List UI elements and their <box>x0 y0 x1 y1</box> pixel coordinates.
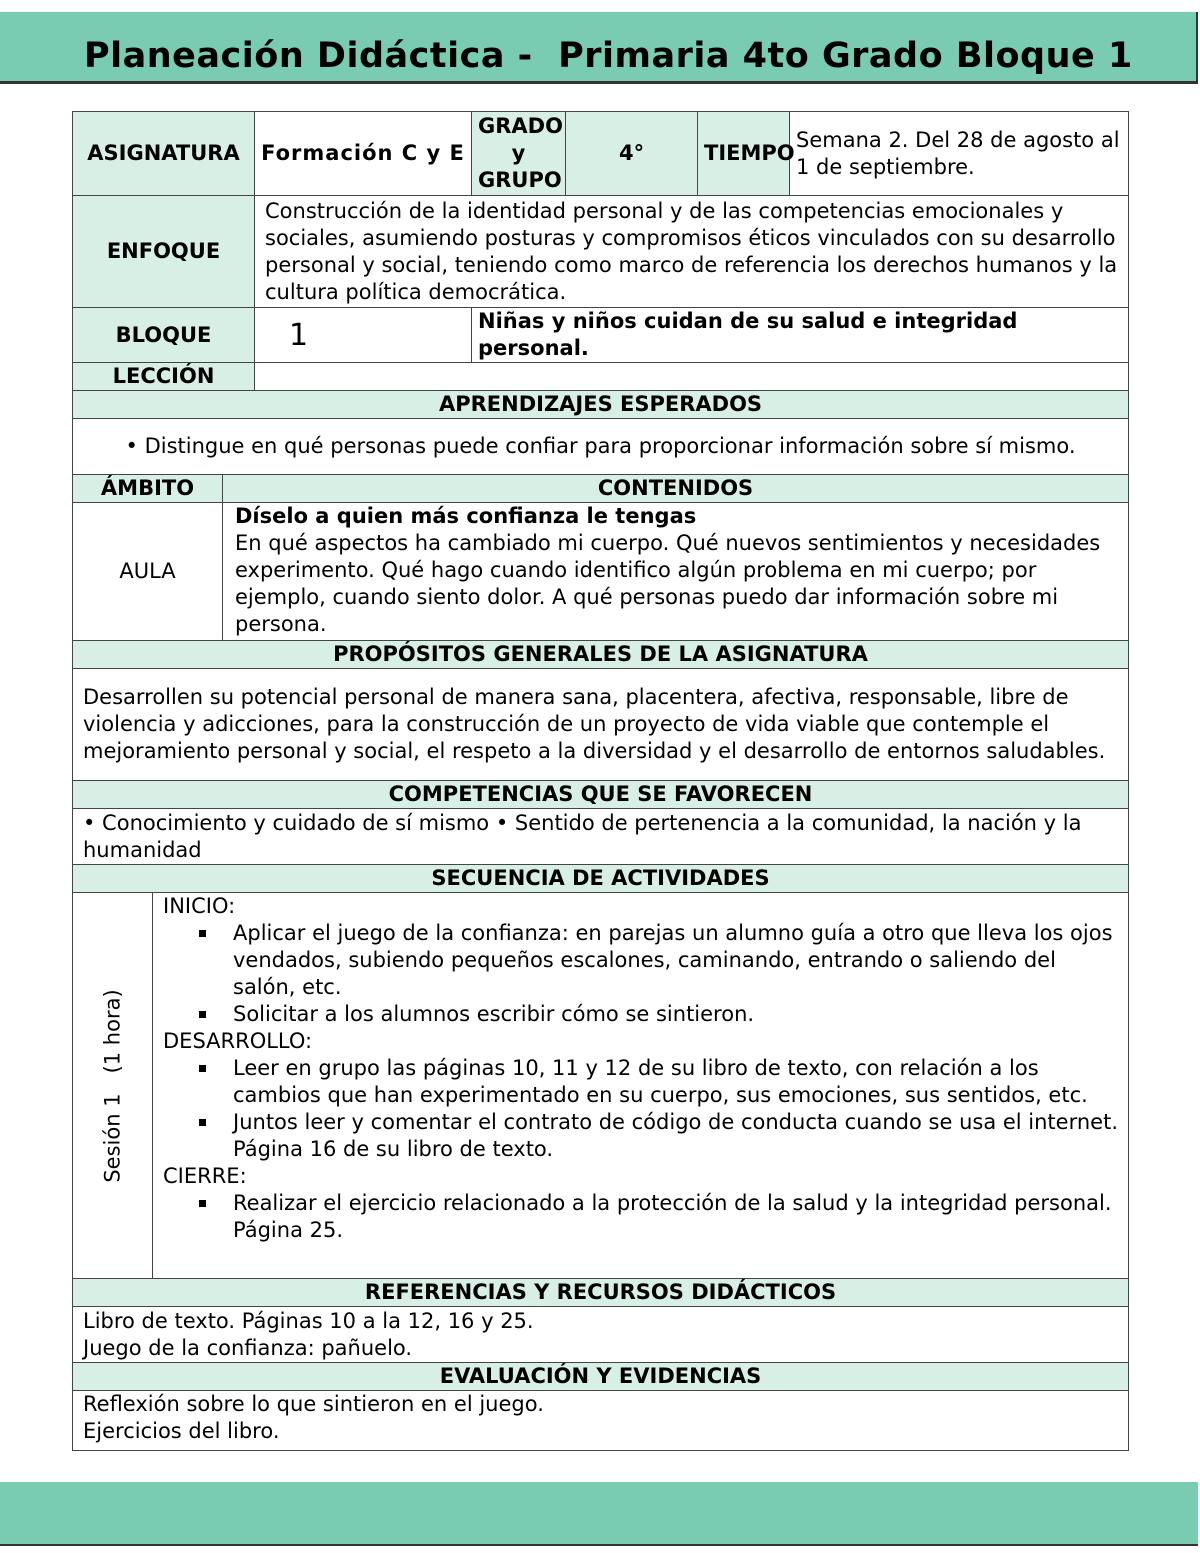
page-title: Planeación Didáctica - Primaria 4to Grado Bloque 1 <box>84 36 1133 76</box>
ambito-heading: ÁMBITO <box>73 475 223 503</box>
contenidos-cell <box>223 503 1129 641</box>
bloque-label: BLOQUE <box>73 308 255 363</box>
referencias-line: Juego de la confianza: pañuelo. <box>83 1335 413 1360</box>
list-item: Juntos leer y comentar el contrato de código de conducta cuando se usa el internet. Página 16 de su libro de texto. <box>233 1109 1122 1163</box>
contenidos-text: En qué aspectos ha cambiado mi cuerpo. Qué nuevos sentimientos y necesidades experimento. Qué hago cuando identifico algún problema en mi cuerpo; por ejemplo, cuando siento dolor. A qué personas puedo dar información sobre mi persona. <box>235 531 1101 636</box>
time-label: TIEMPO <box>698 112 790 196</box>
desarrollo-list <box>163 1055 1122 1163</box>
referencias-heading: REFERENCIAS Y RECURSOS DIDÁCTICOS <box>73 1279 1129 1307</box>
subject-value: Formación C y E <box>255 112 472 196</box>
referencias-line: Libro de texto. Páginas 10 a la 12, 16 y 25. <box>83 1308 534 1333</box>
evaluacion-heading: EVALUACIÓN Y EVIDENCIAS <box>73 1363 1129 1391</box>
bloque-title: Niñas y niños cuidan de su salud e integridad personal. <box>472 308 1129 363</box>
desarrollo-label: DESARROLLO: <box>163 1029 313 1053</box>
ambito-value: AULA <box>73 503 223 641</box>
enfoque-text: Construcción de la identidad personal y de las competencias emocionales y sociales, asumiendo posturas y compromisos éticos vinculados con su desarrollo personal y social, teniendo como marco de referencia los derechos humanos y la cultura política democrática. <box>255 196 1129 308</box>
contenidos-title: Díselo a quien más confianza le tengas <box>235 504 697 528</box>
subject-label: ASIGNATURA <box>73 112 255 196</box>
secuencia-heading: SECUENCIA DE ACTIVIDADES <box>73 865 1129 893</box>
leccion-value <box>255 363 1129 391</box>
time-value: Semana 2. Del 28 de agosto al 1 de septiembre. <box>790 112 1129 196</box>
leccion-label: LECCIÓN <box>73 363 255 391</box>
list-item: Realizar el ejercicio relacionado a la protección de la salud y la integridad personal. Página 25. <box>233 1190 1122 1244</box>
aprendizajes-heading: APRENDIZAJES ESPERADOS <box>73 391 1129 419</box>
evaluacion-line: Reflexión sobre lo que sintieron en el juego. <box>83 1392 544 1416</box>
referencias-cell <box>73 1307 1129 1363</box>
grade-label: GRADO y GRUPO <box>472 112 566 196</box>
list-item: Solicitar a los alumnos escribir cómo se sintieron. <box>233 1001 1122 1028</box>
lesson-plan-table <box>72 111 1129 1451</box>
contenidos-heading: CONTENIDOS <box>223 475 1129 503</box>
inicio-list <box>163 920 1122 1028</box>
footer-banner <box>0 1482 1198 1546</box>
session-cell <box>73 893 153 1279</box>
session-label: Sesión 1 (1 hora) <box>100 988 124 1183</box>
enfoque-row <box>73 196 1129 308</box>
header-banner <box>0 12 1198 84</box>
enfoque-label: ENFOQUE <box>73 196 255 308</box>
bloque-row <box>73 308 1129 363</box>
cierre-list <box>163 1190 1122 1244</box>
bloque-number: 1 <box>255 308 472 363</box>
cierre-label: CIERRE: <box>163 1164 247 1188</box>
evaluacion-cell <box>73 1391 1129 1451</box>
list-item: Leer en grupo las páginas 10, 11 y 12 de su libro de texto, con relación a los cambios que han experimentado en su cuerpo, sus emociones, sus sentidos, etc. <box>233 1055 1122 1109</box>
inicio-label: INICIO: <box>163 894 236 918</box>
competencias-heading: COMPETENCIAS QUE SE FAVORECEN <box>73 781 1129 809</box>
evaluacion-line: Ejercicios del libro. <box>83 1419 280 1443</box>
list-item: Aplicar el juego de la confianza: en parejas un alumno guía a otro que lleva los ojos vendados, subiendo pequeños escalones, caminando, entrando o saliendo del salón, etc. <box>233 920 1122 1001</box>
propositos-heading: PROPÓSITOS GENERALES DE LA ASIGNATURA <box>73 641 1129 669</box>
propositos-text: Desarrollen su potencial personal de manera sana, placentera, afectiva, responsable, libre de violencia y adicciones, para la construcción de un proyecto de vida viable que contemple el mejoramiento personal y social, el respeto a la diversidad y el desarrollo de entornos saludables. <box>73 669 1129 781</box>
activities-cell <box>153 893 1129 1279</box>
aprendizajes-text: • Distingue en qué personas puede confiar para proporcionar información sobre sí mismo. <box>73 419 1129 475</box>
grade-value: 4° <box>566 112 698 196</box>
competencias-text: • Conocimiento y cuidado de sí mismo • Sentido de pertenencia a la comunidad, la nación y la humanidad <box>73 809 1129 865</box>
info-row <box>73 112 1129 196</box>
leccion-row <box>73 363 1129 391</box>
